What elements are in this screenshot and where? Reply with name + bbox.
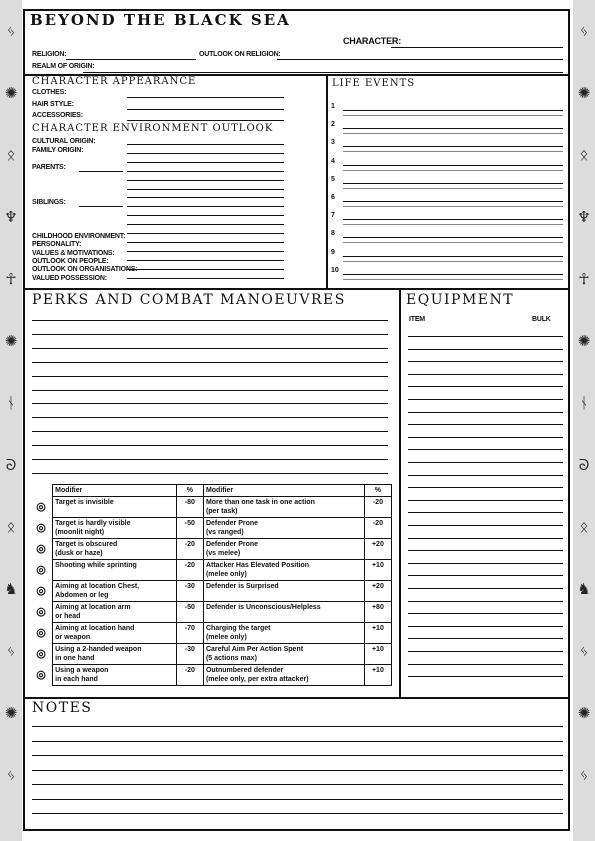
equipment-line[interactable] [408,550,563,551]
perks-heading: PERKS AND COMBAT MANOEUVRES [32,292,346,308]
modifier-right-value: -20 [364,497,391,518]
life-event-number: 10 [331,266,339,274]
modifier-left-text: Target is obscured (dusk or haze) [53,539,177,560]
modifier-left-value: -80 [176,497,203,518]
equipment-line[interactable] [408,361,563,362]
environment-line[interactable] [127,215,284,216]
perk-line[interactable] [32,445,388,446]
life-event-subline[interactable] [343,170,563,171]
perk-line[interactable] [32,320,388,321]
perk-line[interactable] [32,376,388,377]
modifier-left-value: -30 [176,644,203,665]
eye-icon: ◎ [36,647,46,660]
modifier-row [30,623,392,644]
modifier-right-text: Defender is Unconscious/Helpless [203,602,364,623]
equipment-line[interactable] [408,449,563,450]
eye-icon: ◎ [36,500,46,513]
notes-line[interactable] [32,770,563,771]
character-label: CHARACTER: [343,36,401,46]
glyph-icon: ᛟ [579,518,589,536]
equipment-line[interactable] [408,538,563,539]
perk-line[interactable] [32,362,388,363]
parents-short-line[interactable] [79,171,123,172]
modifier-left-text: Aiming at location Chest, Abdomen or leg [53,581,177,602]
perk-line[interactable] [32,403,388,404]
eye-icon: ◎ [36,584,46,597]
equipment-heading: EQUIPMENT [406,292,515,308]
ankh-icon: ☥ [5,270,17,288]
environment-line[interactable] [127,251,284,252]
life-event-subline[interactable] [343,133,563,134]
pct-col-header-2: % [364,485,391,497]
rune-icon: ᛃ [579,766,589,784]
environment-line[interactable] [127,153,284,154]
modifier-left-value: -30 [176,581,203,602]
life-event-subline[interactable] [343,151,563,152]
life-event-line[interactable] [343,256,563,257]
appearance-field-line[interactable] [127,97,284,98]
notes-line[interactable] [32,741,563,742]
mid-divider [24,288,569,290]
appearance-field-label: ACCESSORIES: [32,112,83,119]
outlook-religion-label: OUTLOOK ON RELIGION: [199,51,281,58]
equipment-line[interactable] [408,386,563,387]
creature-icon: ♆ [577,208,591,226]
appearance-field-label: HAIR STYLE: [32,101,74,108]
equipment-divider [399,288,401,698]
equipment-line[interactable] [408,676,563,677]
modifier-left-value: -20 [176,665,203,686]
perk-line[interactable] [32,417,388,418]
eye-icon: ◎ [36,668,46,681]
environment-line[interactable] [127,224,284,225]
equipment-line[interactable] [408,563,563,564]
sun-icon: ✺ [577,332,591,350]
perk-line[interactable] [32,390,388,391]
modifier-right-value: +10 [364,665,391,686]
modifier-left-text: Shooting while sprinting [53,560,177,581]
perk-line[interactable] [32,431,388,432]
notes-line[interactable] [32,755,563,756]
modifier-right-value: +10 [364,644,391,665]
rune-icon: ᛃ [579,22,589,40]
equipment-line[interactable] [408,399,563,400]
glyph-icon: ᛟ [6,518,16,536]
creature-icon: ♆ [4,208,18,226]
life-event-line[interactable] [343,128,563,129]
appearance-heading: CHARACTER APPEARANCE [32,76,197,87]
modifier-right-text: More than one task in one action (per task) [203,497,364,518]
life-event-line[interactable] [343,146,563,147]
character-line[interactable] [391,47,563,48]
equipment-line[interactable] [408,424,563,425]
modifier-left-value: -50 [176,518,203,539]
life-event-line[interactable] [343,165,563,166]
life-event-number: 9 [331,248,335,256]
modifier-row [30,644,392,665]
modifier-row [30,518,392,539]
siblings-label: SIBLINGS: [32,199,66,206]
modifier-left-text: Target is hardly visible (moonlit night) [53,518,177,539]
modifier-left-text: Aiming at location arm or head [53,602,177,623]
religion-label: RELIGION: [32,51,67,58]
sun-icon: ✺ [4,704,18,722]
eye-icon: ◎ [36,626,46,639]
life-event-line[interactable] [343,219,563,220]
modifier-left-value: -70 [176,623,203,644]
glyph-icon: ᛟ [6,146,16,164]
equipment-line[interactable] [408,462,563,463]
eye-icon: ◎ [36,542,46,555]
environment-line[interactable] [127,197,284,198]
ankh-icon: ☥ [578,270,590,288]
environment-line[interactable] [127,171,284,172]
environment-line[interactable] [127,144,284,145]
rune-icon: ᛃ [6,22,16,40]
life-event-number: 1 [331,103,335,110]
modifier-left-value: -20 [176,539,203,560]
modifier-row [30,665,392,686]
environment-heading: CHARACTER ENVIRONMENT OUTLOOK [32,123,274,134]
equipment-line[interactable] [408,336,563,337]
life-event-line[interactable] [343,183,563,184]
life-event-subline[interactable] [343,279,563,280]
modifier-right-value: +20 [364,581,391,602]
equipment-line[interactable] [408,487,563,488]
equipment-line[interactable] [408,500,563,501]
modifier-row [30,581,392,602]
sun-icon: ✺ [577,84,591,102]
cultural-origin-label: CULTURAL ORIGIN: [32,138,96,145]
modifier-left-text: Using a weapon in each hand [53,665,177,686]
environment-line[interactable] [127,278,284,279]
modifier-right-text: Defender is Surprised [203,581,364,602]
eye-icon: ◎ [36,563,46,576]
modifier-right-text: Charging the target (melee only) [203,623,364,644]
life-event-line[interactable] [343,110,563,111]
appearance-field-label: CLOTHES: [32,89,67,96]
rune-icon: ᛃ [6,642,16,660]
siblings-short-line[interactable] [79,206,123,207]
life-event-number: 8 [331,230,335,238]
equipment-line[interactable] [408,575,563,576]
environment-line[interactable] [127,233,284,234]
realm-line[interactable] [83,72,563,73]
family-origin-label: FAMILY ORIGIN: [32,147,84,154]
modifier-right-text: Attacker Has Elevated Position (melee only) [203,560,364,581]
equipment-line[interactable] [408,475,563,476]
rune-icon: ᛃ [579,642,589,660]
modifier-right-value: +10 [364,560,391,581]
sun-icon: ✺ [4,332,18,350]
mask-icon: ♞ [577,580,591,598]
life-event-subline[interactable] [343,224,563,225]
life-event-line[interactable] [343,274,563,275]
life-event-number: 3 [331,139,335,147]
life-event-subline[interactable] [343,188,563,189]
sun-icon: ✺ [577,704,591,722]
notes-divider [24,697,569,699]
perk-line[interactable] [32,334,388,335]
life-event-number: 2 [331,121,335,129]
modifier-row [30,560,392,581]
sheet-title: BEYOND THE BLACK SEA [30,11,291,29]
environment-line[interactable] [127,180,284,181]
modifier-table [30,484,392,686]
perk-line[interactable] [32,348,388,349]
life-event-line[interactable] [343,237,563,238]
modifier-header-row [30,485,392,497]
modifier-left-text: Using a 2-handed weapon in one hand [53,644,177,665]
equipment-line[interactable] [408,437,563,438]
equipment-line[interactable] [408,512,563,513]
rune-icon: ᚾ [6,394,16,412]
perk-line[interactable] [32,473,388,474]
equipment-line[interactable] [408,588,563,589]
equipment-line[interactable] [408,525,563,526]
modifier-left-text: Target is invisible [53,497,177,518]
seahorse-icon: ᘐ [5,456,17,474]
appearance-field-line[interactable] [127,109,284,110]
environment-field-label: PERSONALITY: [32,241,82,249]
item-label: ITEM [409,316,425,323]
notes-heading: NOTES [32,700,93,716]
modifier-row [30,497,392,518]
modifier-right-value: +20 [364,539,391,560]
modifier-right-value: +80 [364,602,391,623]
modifier-right-text: Defender Prone (vs melee) [203,539,364,560]
environment-line[interactable] [127,260,284,261]
pct-col-header: % [176,485,203,497]
eye-icon: ◎ [36,605,46,618]
mask-icon: ♞ [4,580,18,598]
environment-field-label: OUTLOOK ON ORGANISATIONS: [32,266,138,274]
modifier-col-header-2: Modifier [203,485,364,497]
life-event-number: 4 [331,157,335,165]
notes-line[interactable] [32,813,563,814]
life-event-subline[interactable] [343,261,563,262]
notes-line[interactable] [32,784,563,785]
modifier-row [30,539,392,560]
life-event-number: 5 [331,175,335,183]
modifier-right-value: -20 [364,518,391,539]
environment-line[interactable] [127,242,284,243]
bulk-label: BULK [532,316,551,323]
equipment-line[interactable] [408,638,563,639]
modifier-right-text: Defender Prone (vs ranged) [203,518,364,539]
environment-line[interactable] [127,162,284,163]
life-event-subline[interactable] [343,242,563,243]
sun-icon: ✺ [4,84,18,102]
equipment-line[interactable] [408,664,563,665]
environment-field-label: CHILDHOOD ENVIRONMENT: [32,233,126,240]
life-event-line[interactable] [343,201,563,202]
life-event-subline[interactable] [343,206,563,207]
life-event-subline[interactable] [343,115,563,116]
life-event-number: 6 [331,194,335,201]
modifier-right-value: +10 [364,623,391,644]
equipment-line[interactable] [408,613,563,614]
glyph-icon: ᛟ [579,146,589,164]
environment-line[interactable] [127,269,284,270]
outlook-religion-line[interactable] [277,59,563,60]
modifier-left-value: -50 [176,602,203,623]
notes-line[interactable] [32,726,563,727]
life-event-number: 7 [331,212,335,220]
equipment-line[interactable] [408,349,563,350]
environment-field-label: OUTLOOK ON PEOPLE: [32,257,109,265]
equipment-line[interactable] [408,374,563,375]
environment-line[interactable] [127,206,284,207]
appearance-field-line[interactable] [127,120,284,121]
perk-line[interactable] [32,459,388,460]
equipment-line[interactable] [408,412,563,413]
modifier-right-text: Outnumbered defender (melee only, per extra attacker) [203,665,364,686]
equipment-line[interactable] [408,601,563,602]
eye-icon: ◎ [36,521,46,534]
modifier-col-header: Modifier [53,485,177,497]
modifier-left-value: -20 [176,560,203,581]
equipment-line[interactable] [408,626,563,627]
modifier-row [30,602,392,623]
environment-line[interactable] [127,189,284,190]
environment-field-label: VALUES & MOTIVATIONS: [32,249,115,257]
religion-line[interactable] [66,59,196,60]
life-events-divider [326,74,328,289]
seahorse-icon: ᘐ [578,456,590,474]
modifier-left-text: Aiming at location hand or weapon [53,623,177,644]
rune-icon: ᚾ [579,394,589,412]
parents-label: PARENTS: [32,164,66,171]
environment-field-label: VALUED POSSESSION: [32,274,107,282]
realm-label: REALM OF ORIGIN: [32,63,95,70]
modifier-right-text: Careful Aim Per Action Spent (5 actions max) [203,644,364,665]
notes-line[interactable] [32,799,563,800]
equipment-line[interactable] [408,651,563,652]
life-events-heading: LIFE EVENTS [332,78,416,89]
rune-icon: ᛃ [6,766,16,784]
